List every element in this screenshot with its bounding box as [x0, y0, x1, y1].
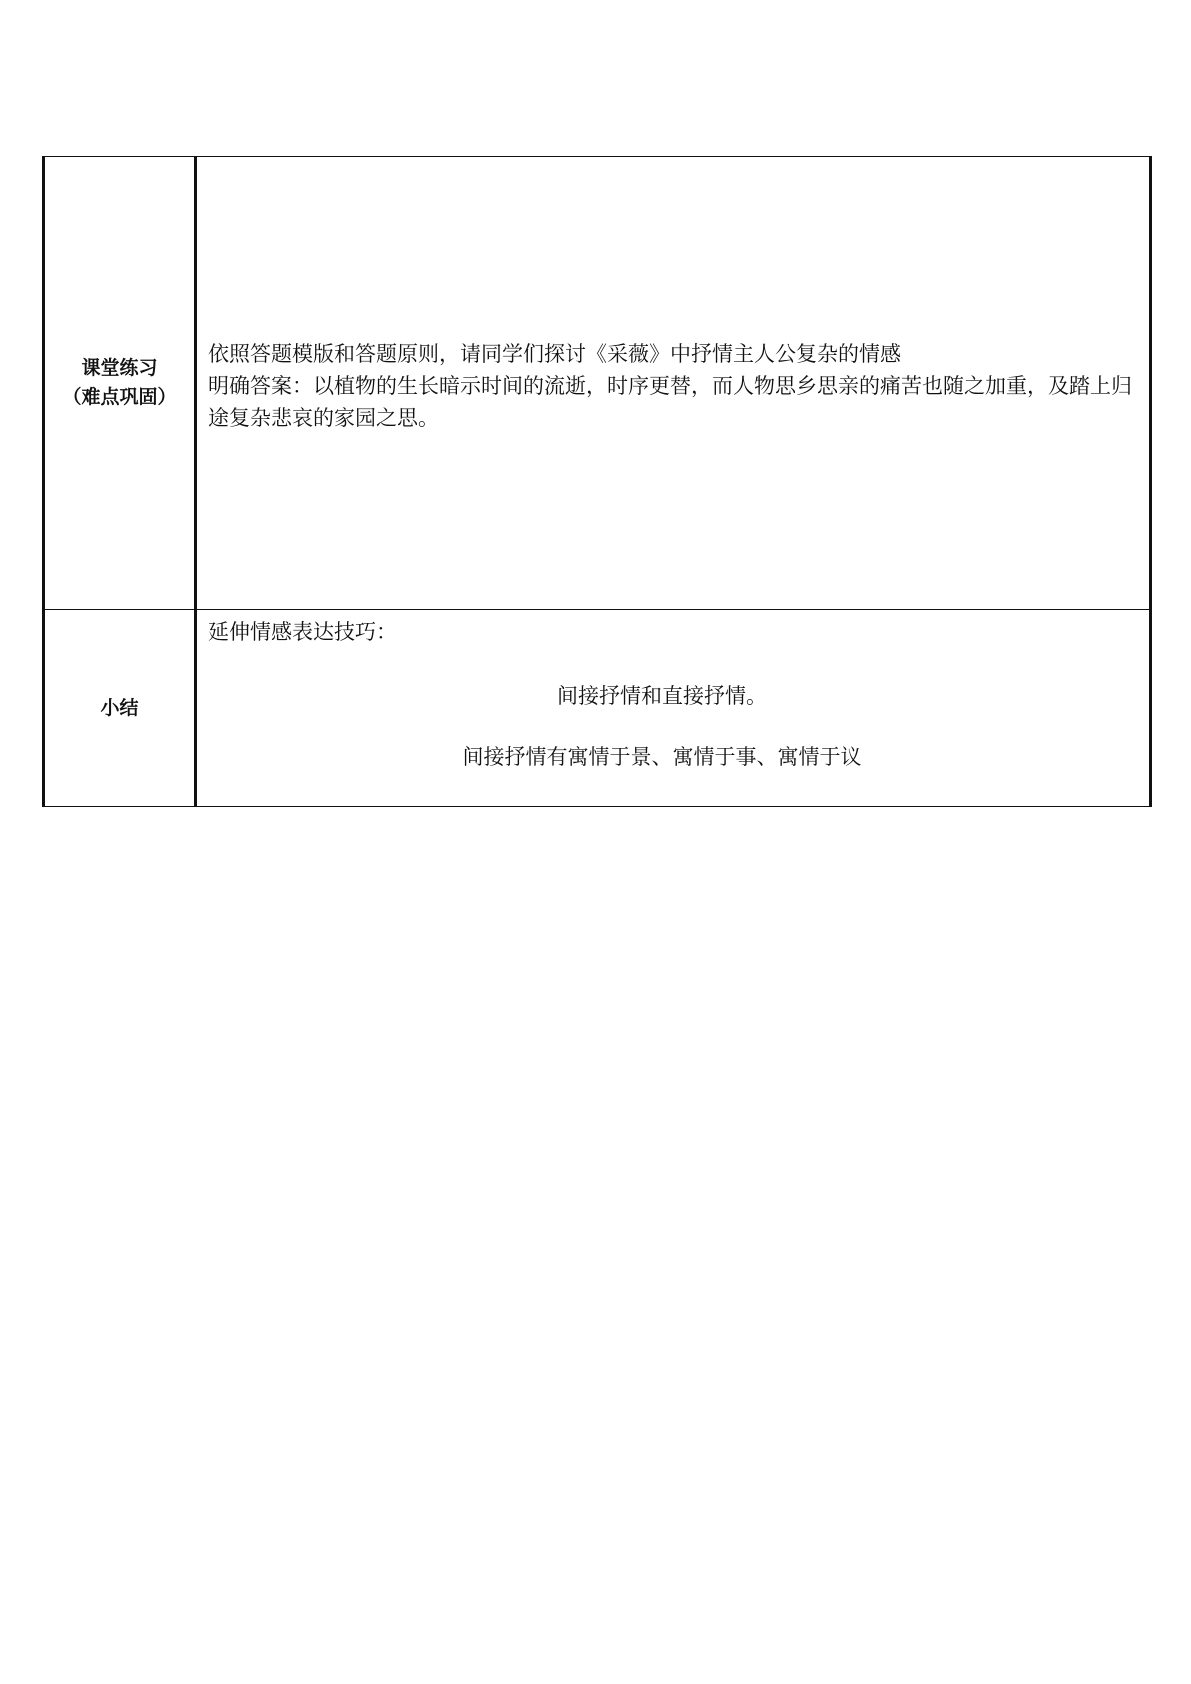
summary-line-2: 间接抒情有寓情于景、寓情于事、寓情于议	[462, 745, 862, 769]
practice-sublabel: （难点巩固）	[62, 386, 177, 408]
summary-content	[197, 610, 1149, 806]
summary-content-cell	[196, 610, 1151, 807]
practice-text	[197, 332, 1149, 434]
table-row-summary	[44, 610, 1151, 807]
table-row-practice	[44, 157, 1151, 610]
summary-label: 小结	[100, 696, 139, 719]
summary-intro: 延伸情感表达技巧：	[208, 620, 397, 644]
practice-label: 课堂练习	[81, 357, 158, 379]
lesson-plan-table	[42, 156, 1152, 807]
practice-answer: 明确答案：以植物的生长暗示时间的流逝，时序更替，而人物思乡思亲的痛苦也随之加重，及踏上归途复杂悲哀的家园之思。	[208, 374, 1132, 430]
practice-content-cell	[196, 157, 1151, 610]
summary-label-cell	[44, 610, 196, 807]
summary-line-1: 间接抒情和直接抒情。	[557, 684, 767, 708]
practice-question: 依照答题模版和答题原则，请同学们探讨《采薇》中抒情主人公复杂的情感	[208, 342, 901, 366]
practice-label-cell	[44, 157, 196, 610]
